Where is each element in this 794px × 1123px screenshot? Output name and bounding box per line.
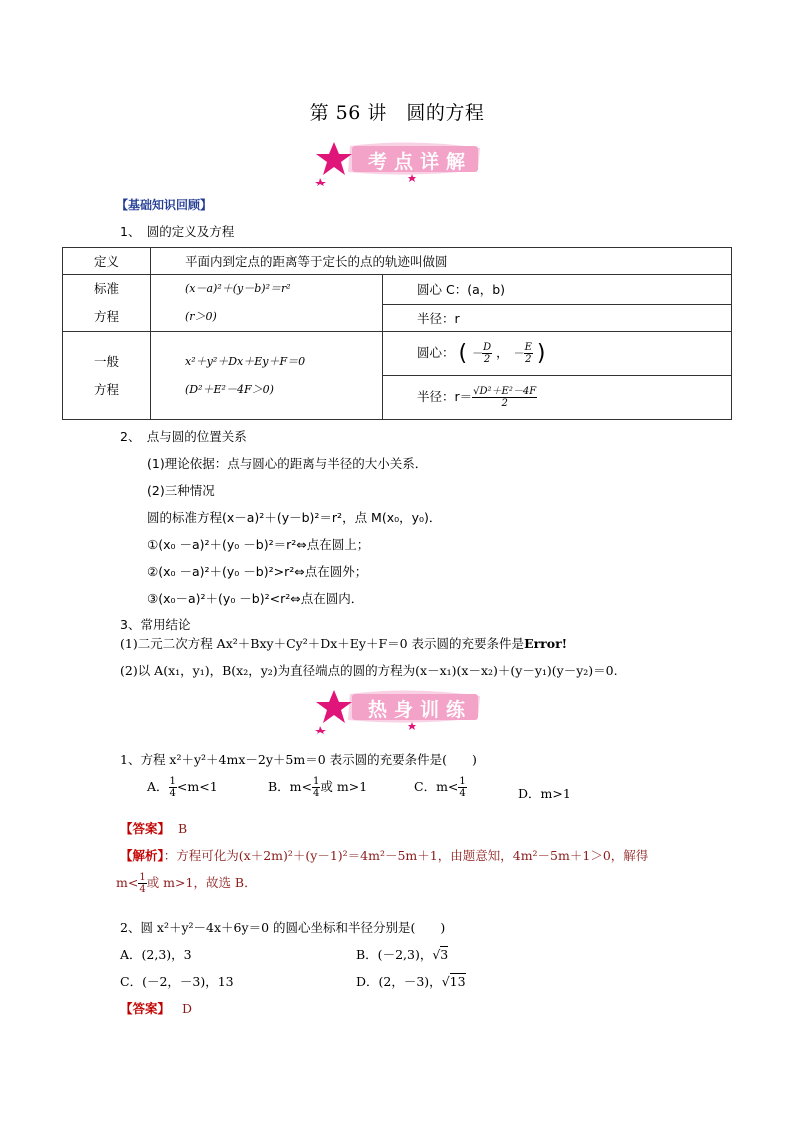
q1-option-a	[147, 776, 218, 799]
q1-analysis-post: 或 m>1，故选 B．	[146, 875, 257, 890]
q1-analysis-pre: m<	[116, 875, 139, 890]
heading-1: 1、 圆的定义及方程	[120, 224, 235, 239]
q1-option-c	[414, 776, 467, 799]
q1-analysis-line2	[116, 872, 257, 895]
paragraph-2: (2)三种情况	[147, 483, 215, 498]
gen-condition: (D²＋E²－4F＞0)	[185, 382, 274, 396]
conclusion-1-error: Error!	[524, 636, 568, 651]
q2-option-b	[356, 945, 448, 963]
std-label-line2: 方程	[93, 309, 119, 324]
q1-b-den: 4	[313, 788, 320, 799]
sqrt-icon: √	[432, 947, 441, 962]
paragraph-1: (1)理论依据：点与圆心的距离与半径的大小关系．	[147, 456, 428, 471]
q2-answer-label: 【答案】	[120, 1001, 171, 1016]
q2-b-radicand: 3	[440, 947, 449, 962]
def-text: 平面内到定点的距离等于定长的点的轨迹叫做圆	[151, 248, 732, 275]
std-equation: (x－a)²＋(y－b)²＝r²	[185, 282, 291, 295]
page-title: 第 56 讲 圆的方程	[309, 102, 485, 124]
def-label: 定义	[63, 248, 151, 275]
q1-c-den: 4	[459, 788, 466, 799]
q2-option-d	[356, 972, 466, 990]
gen-center-den2: 2	[525, 354, 532, 365]
banner-title-reshen: 热身训练	[368, 699, 473, 721]
gen-label-line2: 方程	[93, 381, 119, 397]
gen-center-den1: 2	[483, 354, 491, 365]
std-label-line1: 标准	[93, 281, 119, 296]
q1-answer-label: 【答案】	[120, 821, 171, 836]
paragraph-6: ③(x₀－a)²＋(y₀ －b)²<r²⇔点在圆内．	[147, 591, 364, 606]
section-banner-kaodian	[312, 138, 484, 186]
std-condition: (r＞0)	[185, 310, 217, 323]
gen-equation: x²＋y²＋Dx＋Ey＋F＝0	[185, 354, 306, 368]
q1-option-b	[268, 776, 367, 799]
q1-analysis-den: 4	[139, 884, 146, 895]
gen-radius	[383, 376, 732, 420]
banner-title-kaodian: 考点详解	[368, 151, 473, 173]
gen-center-num2: E	[524, 342, 532, 353]
gen-radius-den: 2	[501, 398, 508, 409]
std-radius: 半径：r	[383, 304, 732, 331]
heading-2: 2、 点与圆的位置关系	[120, 429, 247, 444]
gen-center-prefix: 圆心：	[417, 345, 455, 360]
q1-c-prefix: C．m<	[414, 779, 459, 794]
conclusion-1	[120, 634, 567, 652]
q2-answer	[120, 999, 192, 1017]
q1-a-den: 4	[169, 788, 176, 799]
q1-b-num: 1	[313, 776, 320, 787]
q2-b-prefix: B．(－2,3)，	[356, 947, 433, 962]
conclusion-2: (2)以 A(x₁，y₁)，B(x₂，y₂)为直径端点的圆的方程为(x－x₁)(x－x₂)＋(y－y₁)(y－y₂)＝0.	[120, 663, 618, 678]
question-2: 2、圆 x²＋y²－4x＋6y＝0 的圆心坐标和半径分别是( )	[120, 920, 446, 935]
gen-center-num1: D	[483, 342, 492, 353]
section-banner-reshen	[312, 686, 484, 734]
gen-eq-cell	[151, 332, 383, 420]
gen-radius-prefix: 半径：r＝	[417, 389, 473, 404]
q2-option-c: C．(－2，－3)，13	[120, 974, 234, 989]
q1-a-post: <m<1	[176, 779, 218, 794]
q1-analysis-label: 【解析】	[120, 848, 164, 863]
q2-d-prefix: D．(2，－3)，	[356, 974, 442, 989]
q1-analysis-text: ：方程可化为(x＋2m)²＋(y－1)²＝4m²－5m＋1，由题意知，4m²－5m＋1＞0，解得	[163, 848, 649, 863]
q1-analysis-num: 1	[139, 872, 146, 883]
q1-b-post: 或 m>1	[320, 779, 368, 794]
paragraph-4: ①(x₀ －a)²＋(y₀ －b)²＝r²⇔点在圆上；	[147, 537, 370, 552]
heading-3: 3、常用结论	[120, 617, 191, 632]
conclusion-1-text: (1)二元二次方程 Ax²＋Bxy＋Cy²＋Dx＋Ey＋F＝0 表示圆的充要条件是	[120, 636, 525, 651]
gen-label-line1: 一般	[93, 353, 119, 369]
q1-b-prefix: B．m<	[268, 779, 313, 794]
q1-a-prefix: A．	[147, 779, 169, 794]
knowledge-table	[62, 247, 732, 420]
q2-d-radicand: 13	[449, 974, 466, 989]
std-eq-cell	[151, 275, 383, 332]
q1-analysis	[120, 846, 648, 864]
paragraph-3: 圆的标准方程(x－a)²＋(y－b)²＝r²，点 M(x₀，y₀)．	[147, 510, 442, 525]
std-label	[63, 275, 151, 332]
gen-label	[63, 332, 151, 420]
gen-radius-num: √D²＋E²－4F	[473, 386, 537, 397]
gen-center: 圆心： ( － $\frac{D}{2}$ ， － $\frac{E}{2}$ )	[383, 332, 732, 376]
sqrt-icon: √	[441, 974, 450, 989]
q1-c-num: 1	[459, 776, 466, 787]
q1-option-d: D．m>1	[518, 786, 571, 801]
section-header: 【基础知识回顾】	[116, 198, 213, 212]
q1-answer-value: B	[178, 821, 188, 836]
std-center: 圆心 C：(a，b)	[383, 275, 732, 305]
q1-a-num: 1	[169, 776, 176, 787]
q1-answer	[120, 819, 187, 837]
paragraph-5: ②(x₀ －a)²＋(y₀ －b)²>r²⇔点在圆外；	[147, 564, 368, 579]
question-1: 1、方程 x²＋y²＋4mx－2y＋5m＝0 表示圆的充要条件是( )	[120, 752, 477, 767]
q2-answer-value: D	[182, 1001, 193, 1016]
q2-option-a: A．(2,3)，3	[120, 947, 192, 962]
